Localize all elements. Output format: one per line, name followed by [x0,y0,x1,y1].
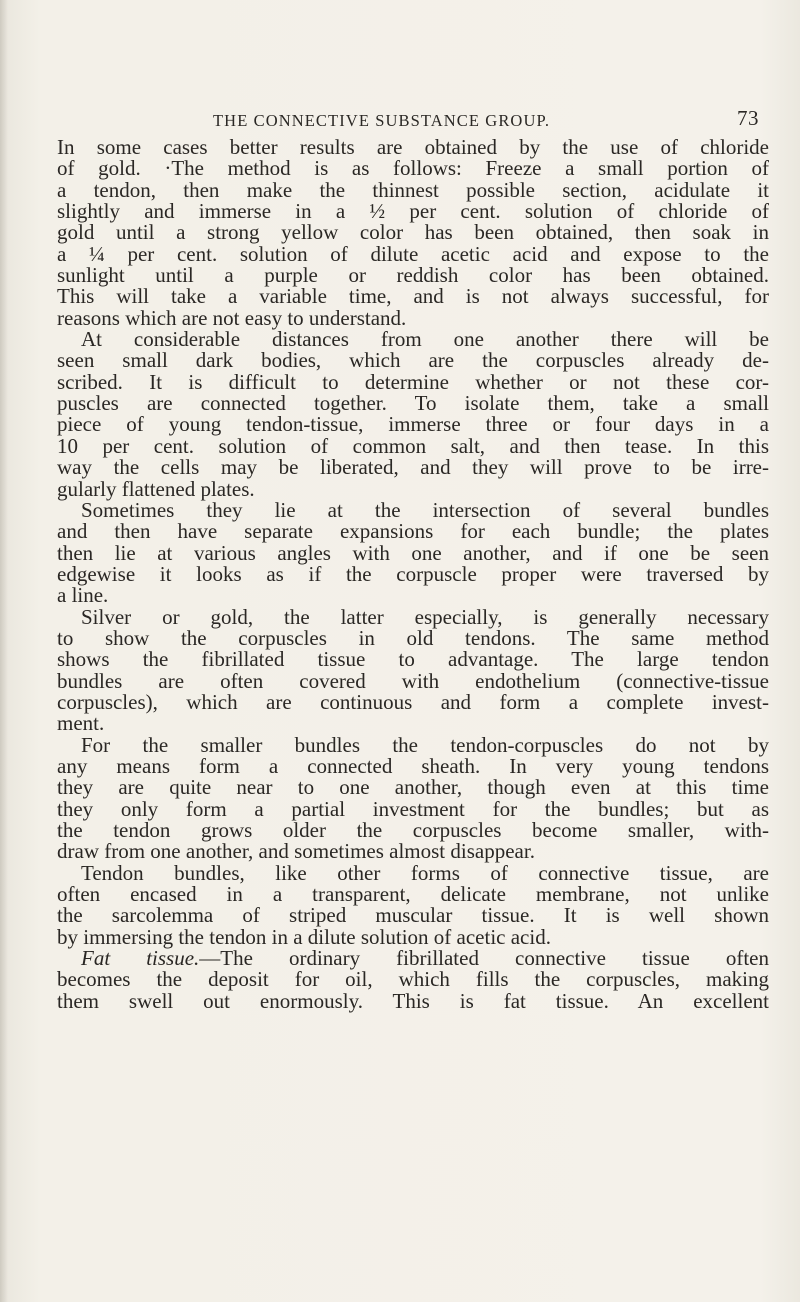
text-line: draw from one another, and sometimes almost disappear. [57,839,535,864]
text-line: to show the corpuscles in old tendons. The same method [57,625,769,650]
text-line-rest: —The ordinary fibrillated connective tissue often [199,946,770,971]
text-line: puscles are connected together. To isolate them, take a small [57,391,769,416]
text-line: and then have separate expansions for each bundle; the plates [57,519,769,544]
text-line: way the cells may be liberated, and they will prove to be irre- [57,455,769,480]
text-line: seen small dark bodies, which are the corpuscles already de- [57,348,769,373]
text-line: shows the fibrillated tissue to advantage. The large tendon [57,647,769,672]
text-line: At considerable distances from one another there will be [81,327,769,352]
text-line: they are quite near to one another, though even at this time [57,775,769,800]
text-line: by immersing the tendon in a dilute solution of acetic acid. [57,924,551,949]
text-line: gold until a strong yellow color has been obtained, then soak in [57,220,769,245]
text-line: piece of young tendon-tissue, immerse three or four days in a [57,412,769,437]
text-line: of gold. ·The method is as follows: Freeze a small portion of [57,156,769,181]
text-line: becomes the deposit for oil, which fills the corpuscles, making [57,967,769,992]
text-line: For the smaller bundles the tendon-corpuscles do not by [81,732,769,757]
text-line: reasons which are not easy to understand. [57,305,407,330]
page-edge-shadow [0,0,8,1302]
text-line: corpuscles), which are continuous and form a complete invest- [57,689,769,714]
text-line: a ¼ per cent. solution of dilute acetic acid and expose to the [57,241,769,266]
text-line: In some cases better results are obtained by the use of chloride [57,135,769,159]
page-number: 73 [737,106,759,130]
body-text [57,137,769,1012]
text-line: they only form a partial investment for the bundles; but as [57,796,769,821]
section-heading: Fat tissue. [81,946,200,971]
text-line: 10 per cent. solution of common salt, and then tease. In this [57,433,769,458]
text-line: the tendon grows older the corpuscles become smaller, with- [57,818,769,842]
text-line: then lie at various angles with one another, and if one be seen [57,540,769,565]
text-line: them swell out enormously. This is fat tissue. An excellent [57,988,769,1013]
text-line: sunlight until a purple or reddish color has been obtained. [57,263,769,288]
text-line: ment. [57,711,105,736]
text-line: a tendon, then make the thinnest possible section, acidulate it [57,177,769,202]
running-header: THE CONNECTIVE SUBSTANCE GROUP. [213,111,551,130]
text-line: a line. [57,583,109,608]
text-line: gularly flattened plates. [57,476,255,501]
text-line: Silver or gold, the latter especially, is generally necessary [81,604,769,629]
text-line: edgewise it looks as if the corpuscle proper were traversed by [57,561,769,586]
text-line: any means form a connected sheath. In very young tendons [57,753,769,778]
text-line: This will take a variable time, and is not always successful, for [57,284,769,309]
text-line: Sometimes they lie at the intersection of several bundles [81,497,769,522]
text-line: often encased in a transparent, delicate membrane, not unlike [57,882,769,907]
text-line: bundles are often covered with endothelium (connective-tissue [57,668,769,693]
text-line: scribed. It is difficult to determine whether or not these cor- [57,369,769,394]
text-line [57,948,769,969]
text-line: Tendon bundles, like other forms of connective tissue, are [81,860,769,885]
text-line: slightly and immerse in a ½ per cent. solution of chloride of [57,199,769,224]
text-line: the sarcolemma of striped muscular tissue. It is well shown [57,903,769,928]
